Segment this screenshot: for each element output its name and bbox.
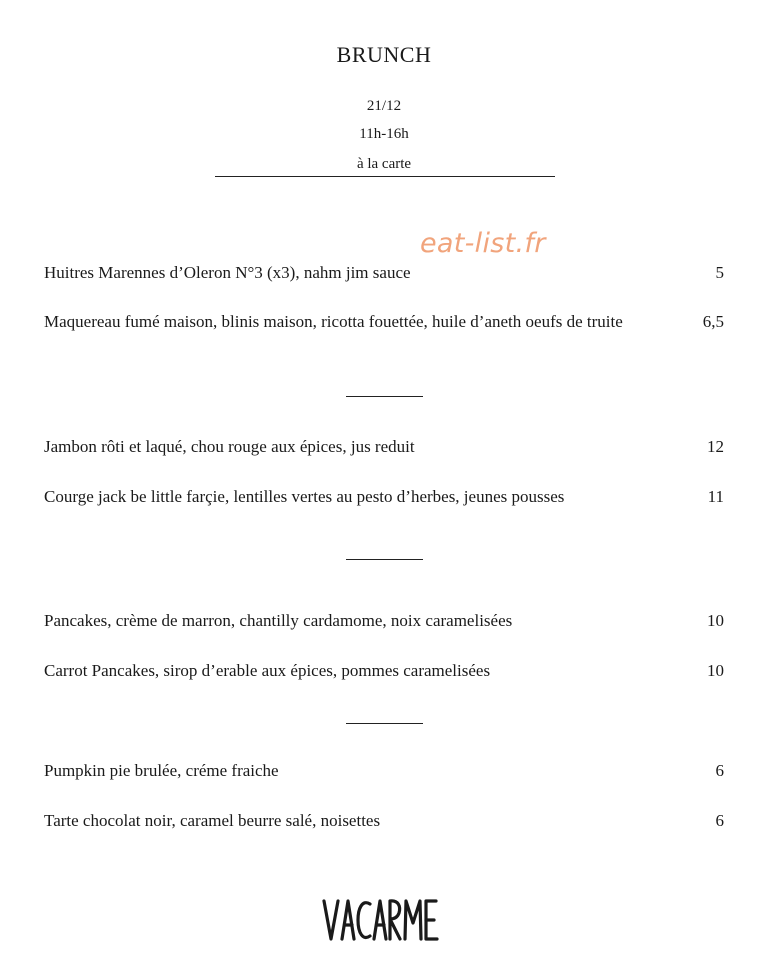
- menu-item-name: Carrot Pancakes, sirop d’erable aux épices, pommes caramelisées: [44, 661, 491, 680]
- header-divider: [215, 176, 555, 177]
- menu-item-price: 10: [707, 661, 724, 680]
- section-divider: [346, 396, 423, 397]
- menu-item-name: Pancakes, crème de marron, chantilly cardamome, noix caramelisées: [44, 611, 513, 630]
- menu-item: [44, 434, 724, 460]
- menu-item-price: 5: [715, 263, 724, 282]
- menu-item-price: 11: [707, 487, 724, 506]
- menu-item: [44, 658, 724, 684]
- menu-hours: 11h-16h: [359, 126, 409, 142]
- menu-item-price: 6: [715, 811, 724, 830]
- vacarme-logo-mark: [322, 895, 446, 945]
- menu-item: [44, 260, 724, 286]
- vacarme-logo: [0, 895, 768, 950]
- menu-item-price: 10: [707, 611, 724, 630]
- watermark: eat-list.fr: [420, 228, 546, 259]
- menu-item-name: Huitres Marennes d’Oleron N°3 (x3), nahm jim sauce: [44, 263, 411, 282]
- menu-item: [44, 608, 724, 634]
- menu-item-price: 6,5: [702, 312, 724, 331]
- section-divider: [346, 723, 423, 724]
- menu-item-price: 12: [707, 437, 724, 456]
- menu-item-name: Courge jack be little farçie, lentilles vertes au pesto d’herbes, jeunes pousses: [44, 487, 565, 506]
- menu-mode: à la carte: [356, 156, 412, 172]
- menu-item-name: Tarte chocolat noir, caramel beurre salé, noisettes: [44, 811, 381, 830]
- menu-item: [44, 758, 724, 784]
- menu-item: [44, 808, 724, 834]
- menu-item: [44, 484, 724, 510]
- menu-item-name: Maquereau fumé maison, blinis maison, ricotta fouettée, huile d’aneth oeufs de truite: [44, 312, 623, 331]
- menu-title: BRUNCH: [336, 42, 432, 67]
- menu-item-price: 6: [715, 761, 724, 780]
- menu-item: [44, 309, 724, 335]
- menu-item-name: Pumpkin pie brulée, créme fraiche: [44, 761, 279, 780]
- menu-date: 21/12: [366, 98, 402, 114]
- menu-item-name: Jambon rôti et laqué, chou rouge aux épices, jus reduit: [44, 437, 415, 456]
- section-divider: [346, 559, 423, 560]
